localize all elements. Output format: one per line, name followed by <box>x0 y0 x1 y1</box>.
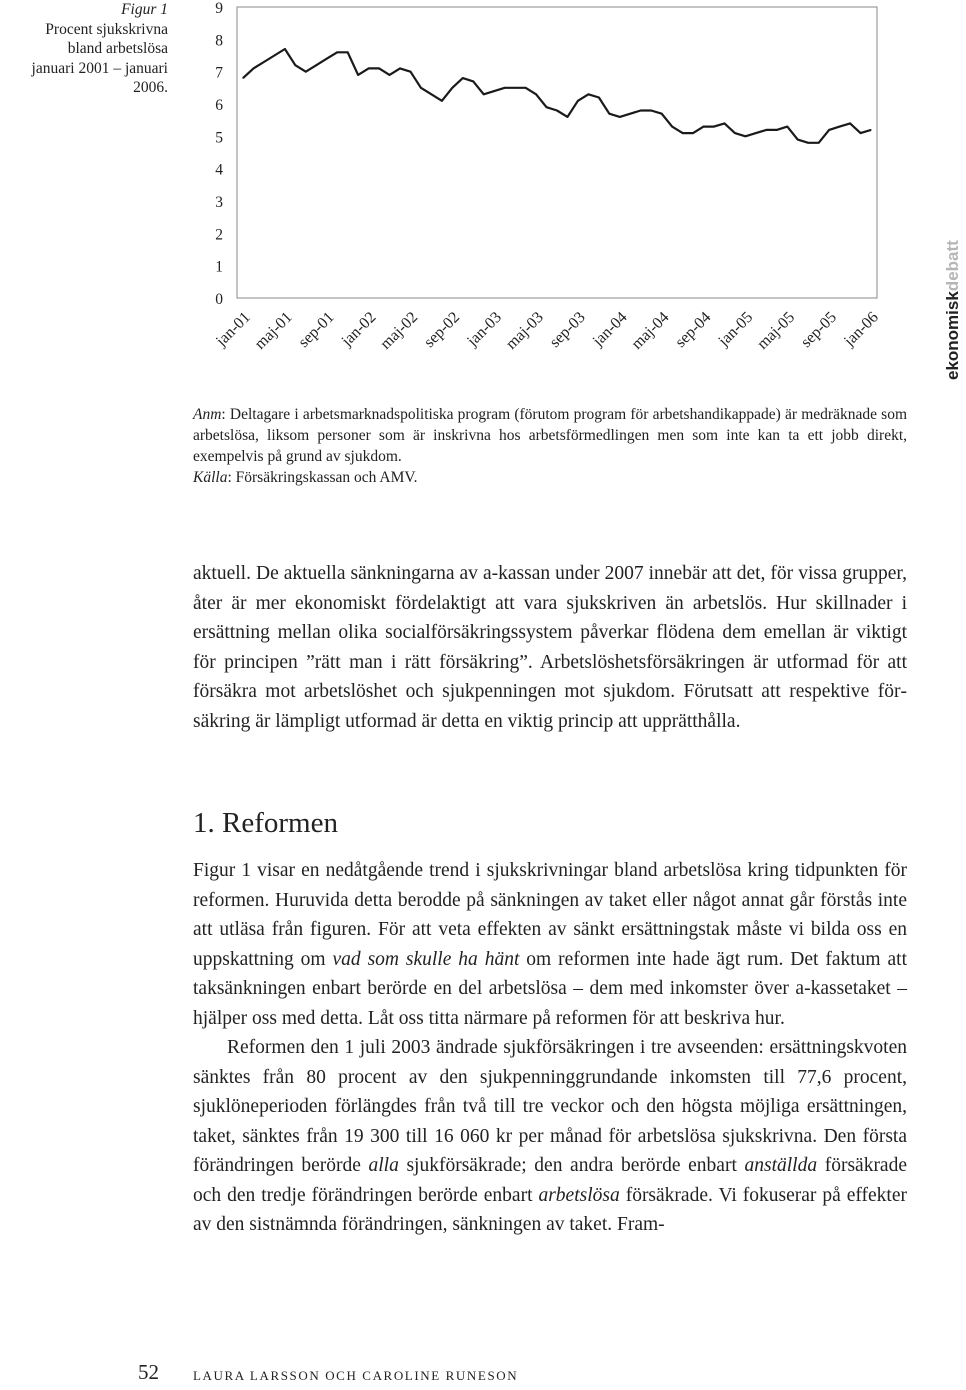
data-point <box>441 100 442 101</box>
x-tick-label: jan-03 <box>464 308 506 350</box>
data-point <box>399 68 400 69</box>
data-point <box>546 107 547 108</box>
paragraph-3-italic-2: anställda <box>744 1155 818 1176</box>
data-point <box>755 133 756 134</box>
x-tick-label: maj-04 <box>628 308 673 353</box>
data-point <box>640 110 641 111</box>
page-number: 52 <box>138 1360 159 1384</box>
data-point <box>567 116 568 117</box>
line-chart <box>0 0 900 390</box>
data-point <box>692 133 693 134</box>
y-tick-label: 3 <box>215 194 223 211</box>
caption-line: januari 2001 – januari <box>31 59 168 77</box>
x-tick-label: jan-05 <box>715 308 757 350</box>
paragraph-3-c: försäkrade och den tredje förändringen berörde enbart <box>193 1155 907 1206</box>
data-point <box>242 78 243 79</box>
data-point <box>672 126 673 127</box>
data-point <box>860 133 861 134</box>
data-point <box>410 71 411 72</box>
data-point <box>661 113 662 114</box>
data-point <box>525 87 526 88</box>
data-point <box>378 68 379 69</box>
section-heading: 1. Reformen <box>193 807 338 839</box>
data-point <box>797 139 798 140</box>
data-point <box>598 97 599 98</box>
y-tick-label: 2 <box>215 226 223 244</box>
data-point <box>504 87 505 88</box>
data-point <box>776 129 777 130</box>
data-point <box>682 133 683 134</box>
data-point <box>745 136 746 137</box>
data-point <box>609 113 610 114</box>
paragraph-3-a: Reformen den 1 juli 2003 ändrade sjukförsäkringen i tre avseenden: ersättningskvoten sänktes från 80 procent av den sjukpenninggrundande inkomsten till 77,6 procent, sjuklöneperioden förlängdes från två till tre veckor och den högsta möjliga ersättningen, taket, sänktes från 19 300 till 16 060 kr per månad för arbetslösa sjukskrivna. Den första förändringen berörde <box>193 1037 907 1176</box>
side-label-bold: ekonomisk <box>943 291 962 380</box>
data-point <box>483 94 484 95</box>
journal-side-label <box>940 240 966 380</box>
footer-authors: LAURA LARSSON OCH CAROLINE RUNESON <box>193 1368 519 1383</box>
data-point <box>452 87 453 88</box>
y-tick-label: 6 <box>215 97 223 114</box>
paragraph-3-d: försäkrade. Vi fokuserar på effekter av den sistnämnda förändringen, sänkningen av taket. Fram- <box>193 1184 907 1235</box>
paragraph-2 <box>193 856 907 1240</box>
x-tick-label: sep-01 <box>295 308 338 351</box>
y-tick-label: 7 <box>215 64 223 82</box>
data-point <box>651 110 652 111</box>
plot-area-frame <box>237 7 877 298</box>
note-text: : Deltagare i arbetsmarknadspolitiska program (förutom program för arbetshandikappade) är medräknade som arbetslösa, liksom personer som är inskrivna hos arbetsförmedlingen men som inte kan ta ett jobb direkt, exempelvis på grund av sjukdom. <box>193 406 907 465</box>
data-point <box>326 58 327 59</box>
data-point <box>368 68 369 69</box>
data-point <box>389 74 390 75</box>
data-point <box>431 94 432 95</box>
data-point <box>808 142 809 143</box>
data-point <box>295 65 296 66</box>
data-point <box>462 78 463 79</box>
paragraph-3-b: sjukförsäkrade; den andra berörde enbart <box>398 1155 745 1176</box>
data-point <box>263 61 264 62</box>
y-tick-label: 1 <box>215 258 223 276</box>
side-label-light: debatt <box>943 240 962 292</box>
data-point <box>829 129 830 130</box>
x-tick-label: maj-02 <box>377 308 422 353</box>
x-tick-label: maj-01 <box>251 308 296 353</box>
data-point <box>818 142 819 143</box>
y-tick-label: 5 <box>215 129 223 147</box>
source-text: : Försäkringskassan och AMV. <box>227 469 418 486</box>
data-point <box>494 90 495 91</box>
x-tick-label: sep-02 <box>420 308 464 351</box>
x-tick-label: sep-05 <box>797 308 840 351</box>
data-point <box>535 94 536 95</box>
data-point <box>703 126 704 127</box>
data-point <box>358 74 359 75</box>
data-point <box>253 68 254 69</box>
data-point <box>305 71 306 72</box>
data-point <box>870 129 871 130</box>
caption-line: 2006. <box>133 79 168 96</box>
paragraph-3-italic-3: arbetslösa <box>538 1184 620 1206</box>
y-tick-label: 0 <box>215 291 223 308</box>
data-point <box>588 94 589 95</box>
data-point <box>734 133 735 134</box>
data-point <box>713 126 714 127</box>
data-point <box>577 100 578 101</box>
data-point <box>316 65 317 66</box>
paragraph-1-text: aktuell. De aktuella sänkningarna av a-kassan under 2007 innebär att det, för vissa grupper, åter är mer ekonomiskt fördelaktigt att vara sjukskriven än arbetslös. Hur skillnader i ersättning mellan olika socialförsäkringssystem påverkar flödena dem emellan är viktigt för principen ”rätt man i rätt försäkring”. Arbetslöshetsförsäkringen är utformad för att försäkra mot arbetslöshet och sjukpenningen mot sjukdom. Förutsatt att respektive försäkring är lämpligt utformad är detta en viktig princip att upprätthålla. <box>193 563 907 732</box>
data-point <box>787 126 788 127</box>
data-point <box>473 81 474 82</box>
y-tick-label: 9 <box>215 0 223 17</box>
caption-line: Procent sjukskrivna <box>45 20 168 38</box>
data-point <box>630 113 631 114</box>
source-label: Källa <box>193 469 228 486</box>
paragraph-3-italic-1: alla <box>368 1155 399 1176</box>
data-point <box>849 123 850 124</box>
data-point <box>839 126 840 127</box>
figure-note <box>193 404 907 488</box>
data-point <box>619 116 620 117</box>
x-tick-label: jan-06 <box>840 308 882 350</box>
note-label: Anm <box>193 406 222 423</box>
data-point <box>556 110 557 111</box>
x-tick-label: jan-01 <box>212 308 254 350</box>
x-tick-label: sep-04 <box>672 308 715 351</box>
y-tick-label: 4 <box>215 161 223 179</box>
paragraph-2-a: Figur 1 visar en nedåtgående trend i sjukskrivningar bland arbetslösa kring tidpunkten för reformen. Huruvida detta berodde på sänkningen av taket eller något annat går förstås inte att utläsa från figuren. För att veta effekten av sänkt ersättningstak måste vi bilda oss en uppskattning om <box>193 860 907 970</box>
series-line <box>243 49 871 143</box>
paragraph-1 <box>193 559 907 736</box>
x-tick-label: maj-05 <box>754 308 799 353</box>
data-point <box>347 52 348 53</box>
data-point <box>274 55 275 56</box>
x-tick-label: sep-03 <box>546 308 589 351</box>
data-point <box>420 87 421 88</box>
x-tick-label: jan-02 <box>338 308 380 350</box>
x-tick-label: maj-03 <box>502 308 547 353</box>
data-point <box>337 52 338 53</box>
data-point <box>766 129 767 130</box>
data-point <box>724 123 725 124</box>
caption-line: bland arbetslösa <box>67 40 168 57</box>
data-point <box>515 87 516 88</box>
paragraph-2-b: om reformen inte hade ägt rum. Det faktum att taksänkningen enbart berörde en del arbetslösa – dem med inkomster över a-kassetaket – hjälper oss med detta. Låt oss titta närmare på reformen för att beskriva hur. <box>193 948 907 1029</box>
x-tick-label: jan-04 <box>589 308 631 350</box>
figure-number: Figur 1 <box>121 1 168 18</box>
y-tick-label: 8 <box>215 32 223 50</box>
paragraph-2-italic: vad som skulle ha hänt <box>332 948 520 970</box>
data-point <box>284 48 285 49</box>
